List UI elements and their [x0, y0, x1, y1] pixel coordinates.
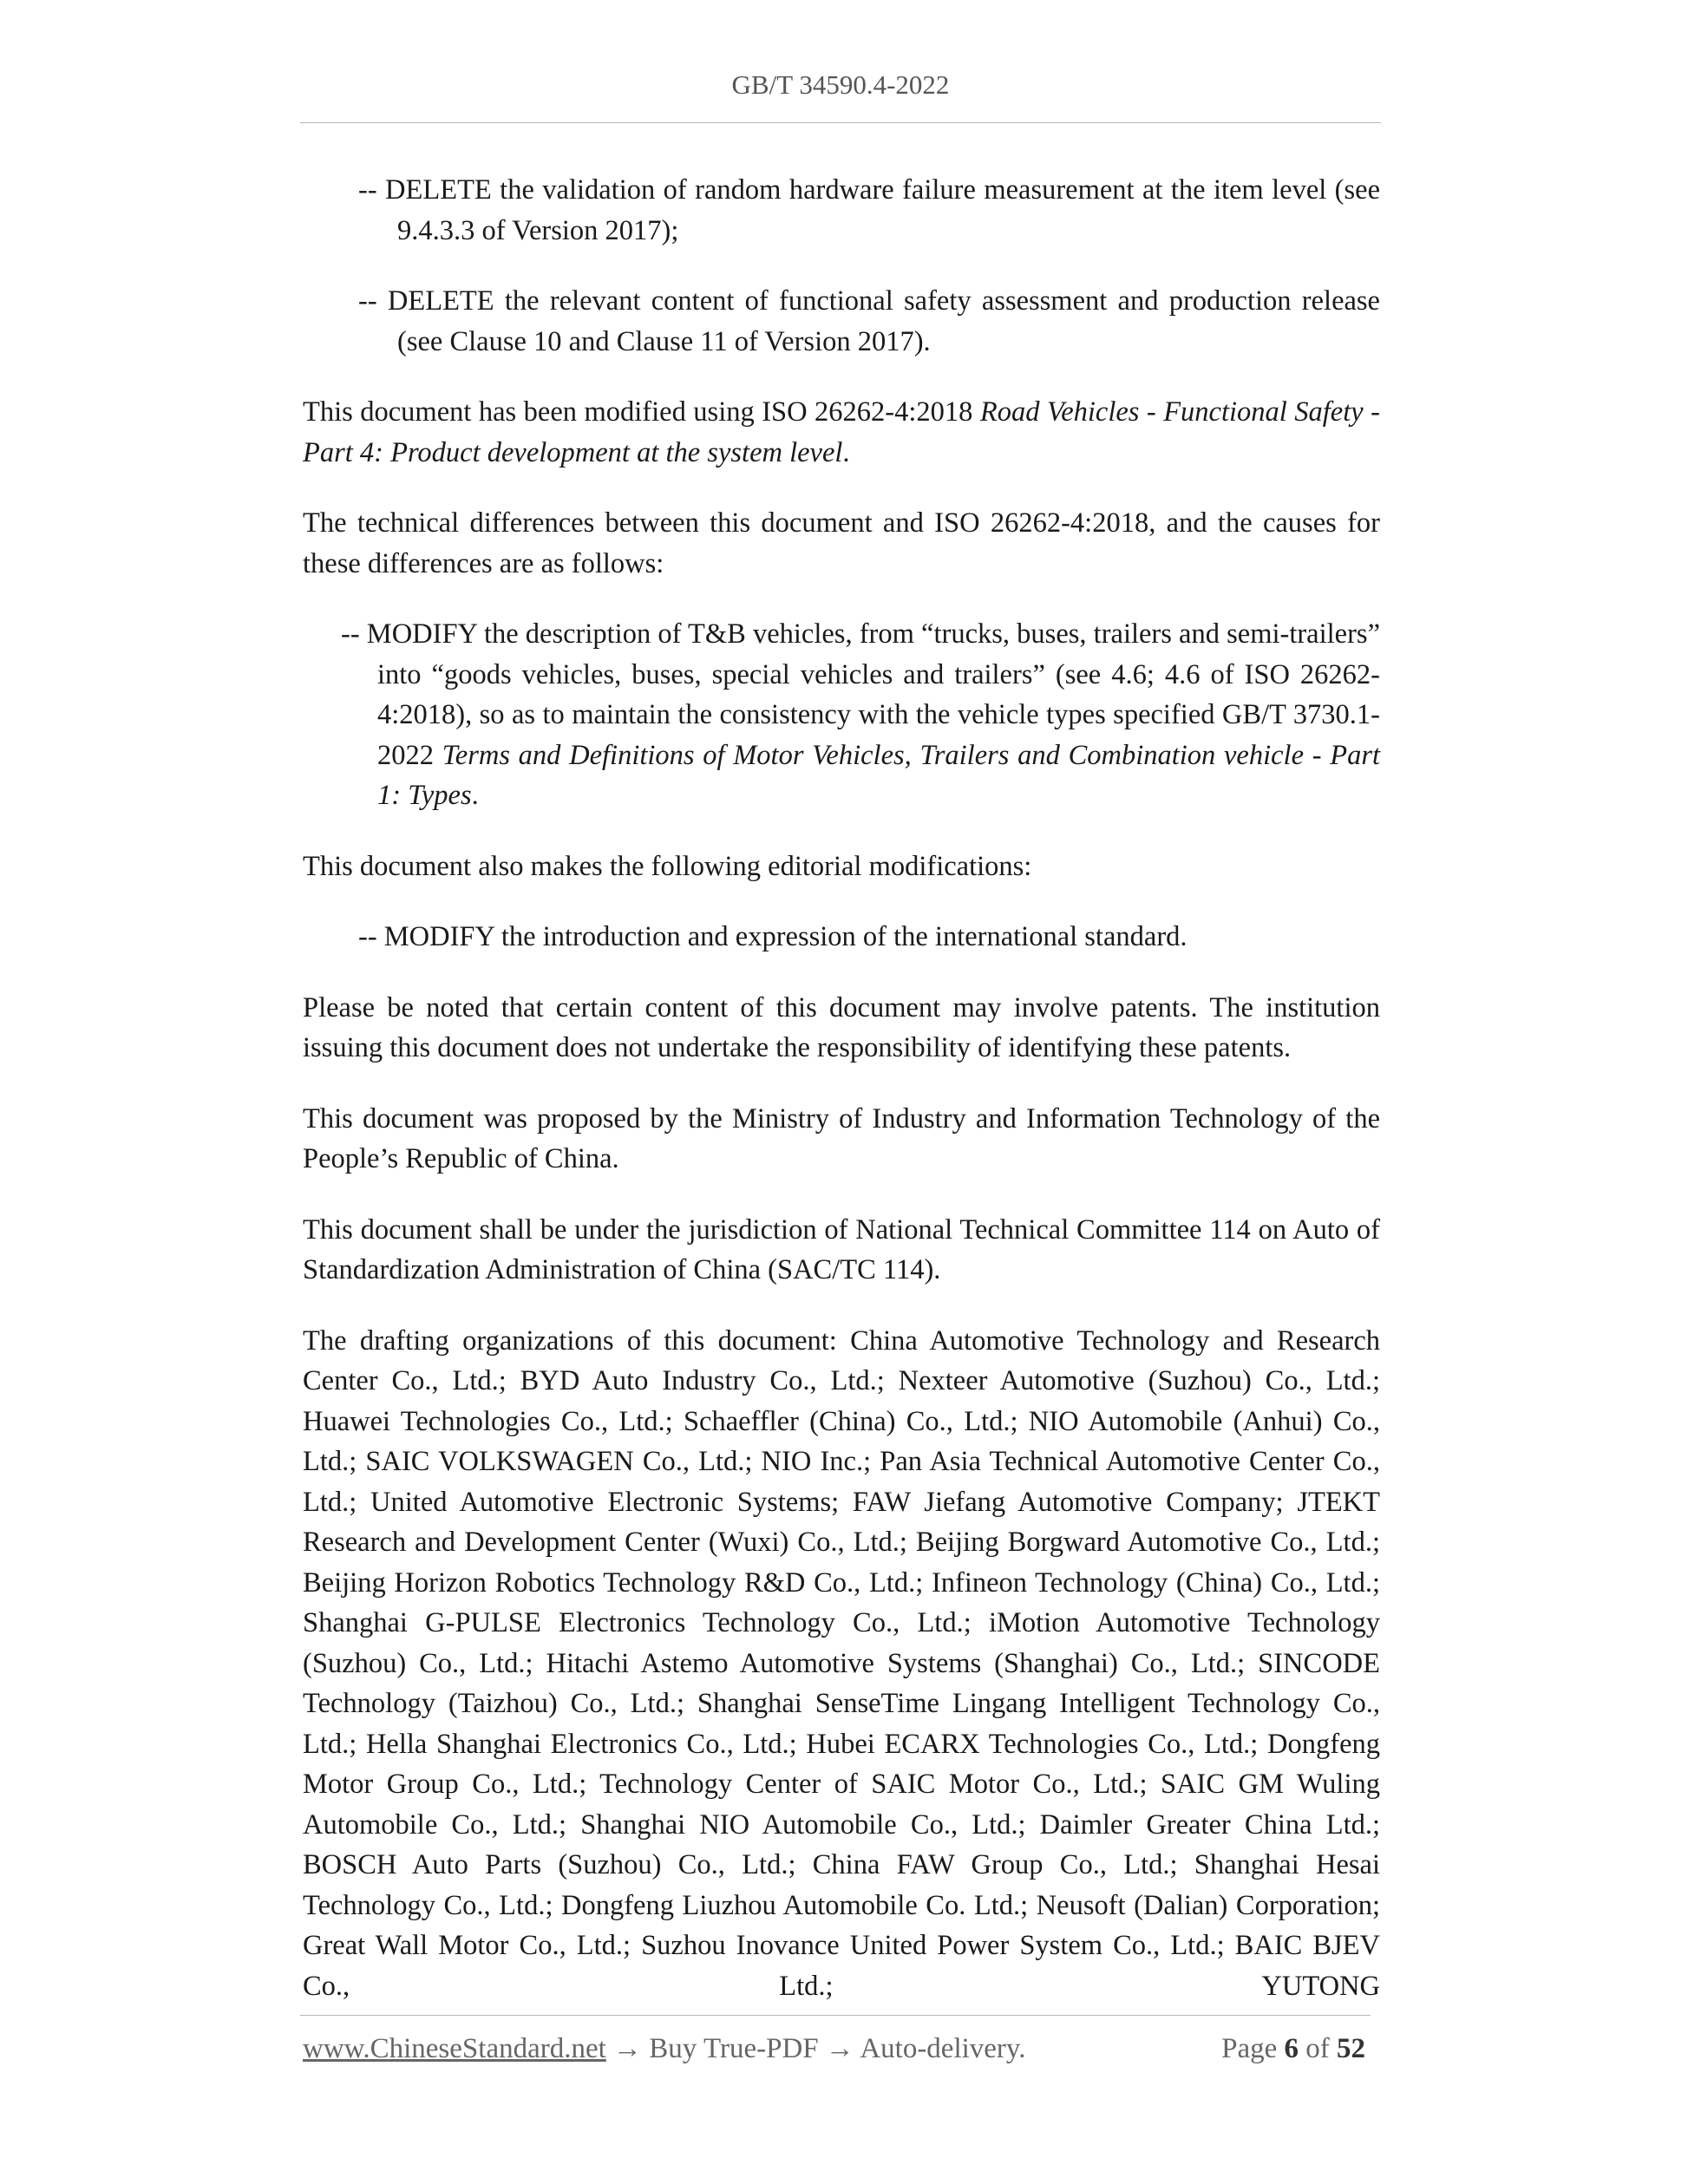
modified-using-suffix: .	[842, 436, 850, 468]
page-indicator	[1221, 2033, 1365, 2065]
page-header-title: GB/T 34590.4-2022	[731, 69, 950, 100]
arrow-icon: →	[818, 2033, 860, 2064]
auto-delivery-text: Auto-delivery.	[860, 2033, 1026, 2064]
modify-item	[341, 614, 1380, 816]
jurisdiction-paragraph: This document shall be under the jurisdiction of National Technical Committee 114 on Auto of Standardization Administration of China (SAC/TC 114).	[303, 1213, 1380, 1285]
modified-using-prefix: This document has been modified using ISO 26262-4:2018	[303, 396, 980, 428]
modified-using-paragraph	[303, 392, 1380, 473]
technical-differences-paragraph: The technical differences between this document and ISO 26262-4:2018, and the causes for these differences are as follows:	[303, 507, 1380, 579]
modify-item-prefix: -- MODIFY the description of T&B vehicles, from “trucks, buses, trailers and semi-trailers” into “goods vehicles, buses, special vehicles and trailers” (see 4.6; 4.6 of ISO 26262-4:2018), so as to maintain the consistency with the vehicle types specified GB/T 3730.1-2022	[341, 618, 1380, 771]
proposed-by-paragraph: This document was proposed by the Ministry of Industry and Information Technology of the People’s Republic of China.	[303, 1102, 1380, 1174]
delete-item-2: -- DELETE the relevant content of functional safety assessment and production release (see Clause 10 and Clause 11 of Version 2017).	[358, 285, 1380, 357]
footer-links	[303, 2033, 1026, 2065]
editorial-item: -- MODIFY the introduction and expression of the international standard.	[358, 921, 1187, 952]
delete-item-1: -- DELETE the validation of random hardware failure measurement at the item level (see 9.4.3.3 of Version 2017);	[358, 174, 1380, 246]
gbt-title: Terms and Definitions of Motor Vehicles, Trailers and Combination vehicle - Part 1: Types	[377, 739, 1381, 811]
page-number: 6	[1284, 2033, 1299, 2064]
drafting-organizations-paragraph: The drafting organizations of this document: China Automotive Technology and Research Center Co., Ltd.; BYD Auto Industry Co., Ltd.; Nexteer Automotive (Suzhou) Co., Ltd.; Huawei Technologies Co., Ltd.; Schaeffler (China) Co., Ltd.; NIO Automobile (Anhui) Co., Ltd.; SAIC VOLKSWAGEN Co., Ltd.; NIO Inc.; Pan Asia Technical Automotive Center Co., Ltd.; United Automotive Electronic Systems; FAW Jiefang Automotive Company; JTEKT Research and Development Center (Wuxi) Co., Ltd.; Beijing Borgward Automotive Co., Ltd.; Beijing Horizon Robotics Technology R&D Co., Ltd.; Infineon Technology (China) Co., Ltd.; Shanghai G-PULSE Electronics Technology Co., Ltd.; iMotion Automotive Technology (Suzhou) Co., Ltd.; Hitachi Astemo Automotive Systems (Shanghai) Co., Ltd.; SINCODE Technology (Taizhou) Co., Ltd.; Shanghai SenseTime Lingang Intelligent Technology Co., Ltd.; Hella Shanghai Electronics Co., Ltd.; Hubei ECARX Technologies Co., Ltd.; Dongfeng Motor Group Co., Ltd.; Technology Center of SAIC Motor Co., Ltd.; SAIC GM Wuling Automobile Co., Ltd.; Shanghai NIO Automobile Co., Ltd.; Daimler Greater China Ltd.; BOSCH Auto Parts (Suzhou) Co., Ltd.; China FAW Group Co., Ltd.; Shanghai Hesai Technology Co., Ltd.; Dongfeng Liuzhou Automobile Co. Ltd.; Neusoft (Dalian) Corporation; Great Wall Motor Co., Ltd.; Suzhou Inovance United Power System Co., Ltd.; BAIC BJEV Co., Ltd.; YUTONG	[303, 1324, 1380, 2002]
of-label: of	[1305, 2033, 1330, 2064]
header-divider	[300, 122, 1381, 123]
page-total: 52	[1337, 2033, 1365, 2064]
buy-true-pdf-text: Buy True-PDF	[649, 2033, 819, 2064]
editorial-intro-paragraph: This document also makes the following editorial modifications:	[303, 850, 1032, 882]
arrow-icon: →	[605, 2033, 650, 2064]
footer-divider	[300, 2015, 1371, 2016]
patents-paragraph: Please be noted that certain content of this document may involve patents. The institution issuing this document does not undertake the responsibility of identifying these patents.	[303, 991, 1380, 1063]
page-label: Page	[1221, 2033, 1278, 2064]
chinesestandard-link[interactable]: www.ChineseStandard.net	[303, 2033, 606, 2064]
modify-item-suffix: .	[471, 780, 479, 811]
iso-title: Road Vehicles - Functional Safety - Part 4: Product development at the system level	[303, 396, 1380, 468]
document-body	[303, 170, 1380, 2037]
